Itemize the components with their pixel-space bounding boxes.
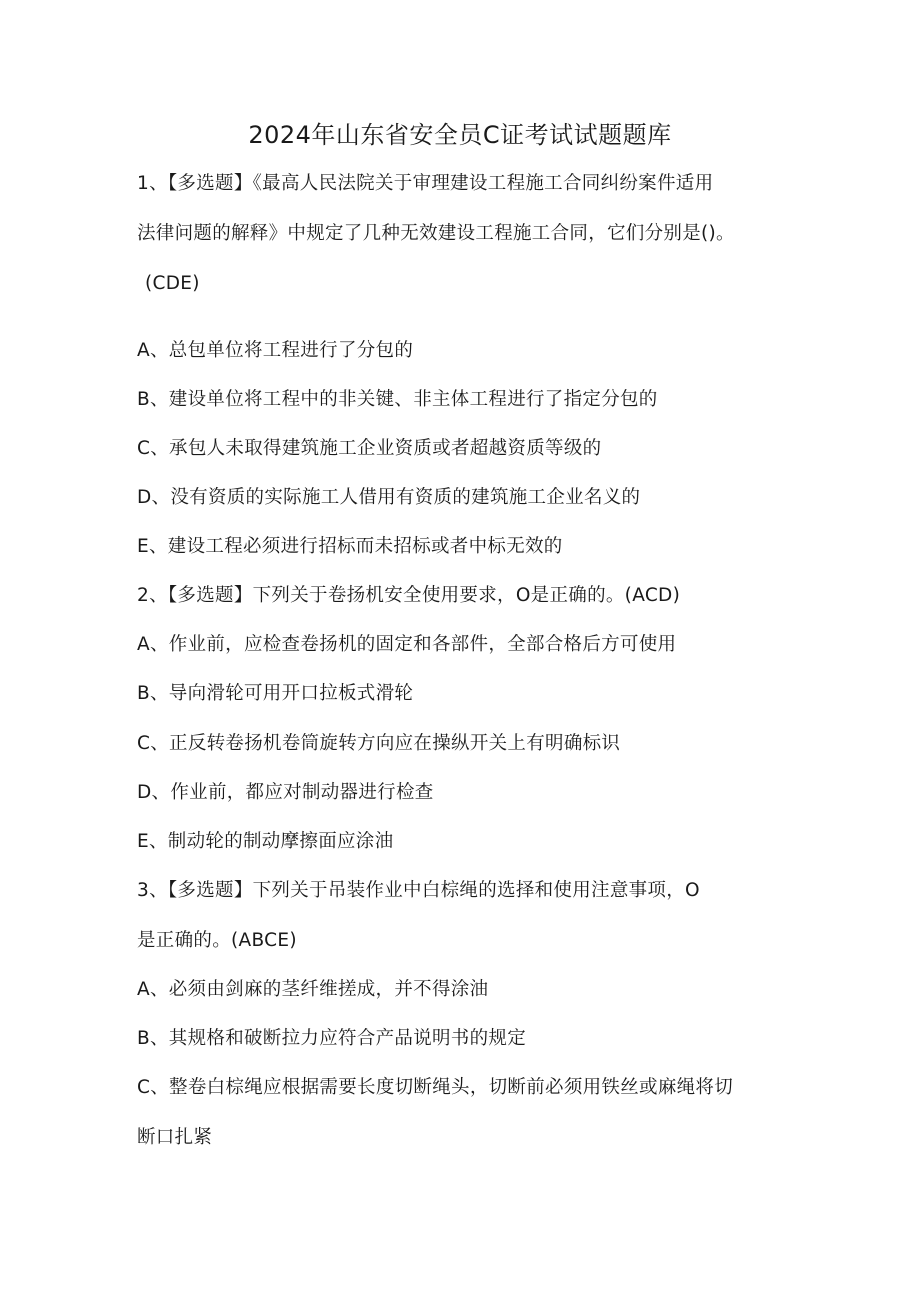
question-1-option-e: E、建设工程必须进行招标而未招标或者中标无效的 xyxy=(137,536,563,557)
document-title: 2024年山东省安全员C证考试试题题库 xyxy=(248,121,672,149)
question-2-option-d: D、作业前，都应对制动器进行检查 xyxy=(137,782,434,803)
question-3-option-c-line-1: C、整卷白棕绳应根据需要长度切断绳头，切断前必须用铁丝或麻绳将切 xyxy=(137,1077,734,1098)
question-2-option-a: A、作业前，应检查卷扬机的固定和各部件，全部合格后方可使用 xyxy=(137,634,677,655)
question-1-line-2: 法律问题的解释》中规定了几种无效建设工程施工合同，它们分别是()。 xyxy=(137,223,735,244)
question-1-option-b: B、建设单位将工程中的非关键、非主体工程进行了指定分包的 xyxy=(137,389,658,410)
question-1-line-1: 1、【多选题】《最高人民法院关于审理建设工程施工合同纠纷案件适用 xyxy=(137,173,714,194)
question-3-line-2: 是正确的。(ABCE) xyxy=(137,930,297,951)
question-1-option-c: C、承包人未取得建筑施工企业资质或者超越资质等级的 xyxy=(137,438,602,459)
question-3-option-c-line-2: 断口扎紧 xyxy=(137,1127,213,1148)
question-3-line-1: 3、【多选题】下列关于吊装作业中白棕绳的选择和使用注意事项，O xyxy=(137,880,700,901)
question-3-option-b: B、其规格和破断拉力应符合产品说明书的规定 xyxy=(137,1028,526,1049)
question-2-option-c: C、正反转卷扬机卷筒旋转方向应在操纵开关上有明确标识 xyxy=(137,733,621,754)
question-1-option-a: A、总包单位将工程进行了分包的 xyxy=(137,340,414,361)
question-1-option-d: D、没有资质的实际施工人借用有资质的建筑施工企业名义的 xyxy=(137,487,641,508)
question-2-option-b: B、导向滑轮可用开口拉板式滑轮 xyxy=(137,683,414,704)
question-3-option-a: A、必须由剑麻的茎纤维搓成，并不得涂油 xyxy=(137,979,489,1000)
question-2-option-e: E、制动轮的制动摩擦面应涂油 xyxy=(137,831,394,852)
question-2-line-1: 2、【多选题】下列关于卷扬机安全使用要求，O是正确的。(ACD) xyxy=(137,585,681,606)
question-1-answer: (CDE) xyxy=(145,273,200,294)
